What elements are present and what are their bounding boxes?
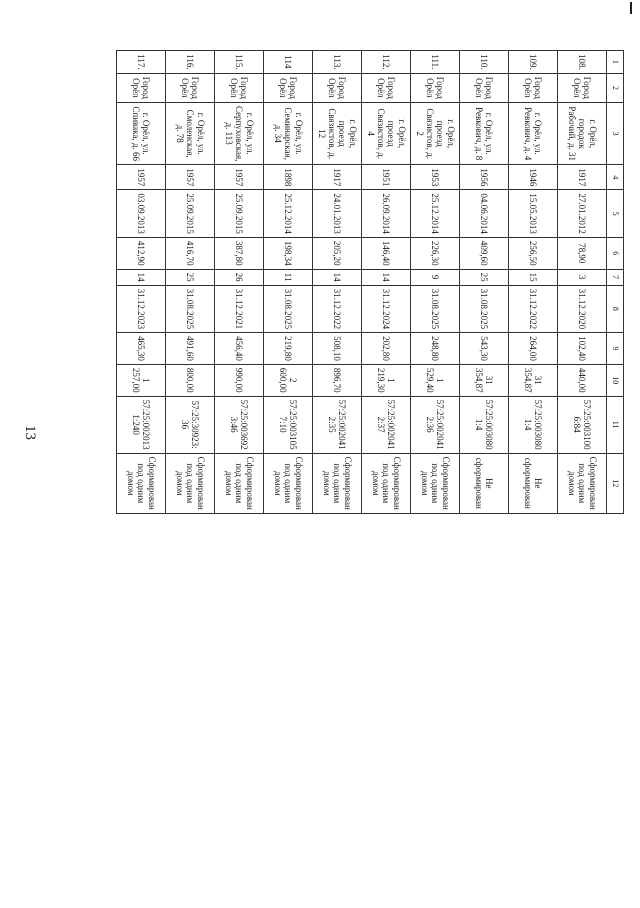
deadline-cell: 31.12.2024 (362, 285, 411, 333)
address-cell: г. Орёл, проезд Связистов, д. 2 (411, 102, 460, 164)
column-number: 11 (607, 396, 624, 453)
land-area-cell: 2 600,00 (264, 364, 313, 396)
land-area-cell: 1 257,00 (117, 364, 166, 396)
municipality-cell: Город Орёл (558, 73, 607, 102)
cadastral-number-cell: 57:25:002041 2:37 (362, 396, 411, 453)
municipality-cell: Город Орёл (215, 73, 264, 102)
page-number: 13 (22, 425, 38, 440)
table-row (411, 51, 460, 514)
total-area-cell: 543,30 (460, 333, 509, 365)
area-cell: 226,30 (411, 237, 460, 269)
land-area-cell: 31 354,87 (460, 364, 509, 396)
land-status-cell: Сформирован под одним домом (362, 453, 411, 513)
residents-cell: 14 (313, 269, 362, 285)
total-area-cell: 456,40 (215, 333, 264, 365)
column-number-row (607, 51, 624, 514)
land-area-cell: 800,00 (166, 364, 215, 396)
column-number: 5 (607, 190, 624, 238)
date-cell: 27.01.2012 (558, 190, 607, 238)
municipality-cell: Город Орёл (166, 73, 215, 102)
residents-cell: 11 (264, 269, 313, 285)
cadastral-number-cell: 57:25:30923: 36 (166, 396, 215, 453)
year-built-cell: 1957 (117, 165, 166, 190)
table-body (117, 51, 624, 514)
table-row (264, 51, 313, 514)
year-built-cell: 1957 (166, 165, 215, 190)
column-number: 8 (607, 285, 624, 333)
area-cell: 416,70 (166, 237, 215, 269)
residents-cell: 25 (166, 269, 215, 285)
address-cell: г. Орёл, ул. Смоленская, д. 78 (166, 102, 215, 164)
column-number: 3 (607, 102, 624, 164)
cadastral-number-cell: 57:25:002013 1:240 (117, 396, 166, 453)
land-area-cell: 990,00 (215, 364, 264, 396)
year-built-cell: 1917 (313, 165, 362, 190)
land-status-cell: Не сформирован (460, 453, 509, 513)
date-cell: 25.09.2015 (166, 190, 215, 238)
land-area-cell: 1 219,30 (362, 364, 411, 396)
total-area-cell: 465,30 (117, 333, 166, 365)
cadastral-number-cell: 57:25:003080 1:4 (509, 396, 558, 453)
date-cell: 25.09.2015 (215, 190, 264, 238)
address-cell: г. Орёл, проезд Связистов, д. 12 (313, 102, 362, 164)
table-row (460, 51, 509, 514)
land-status-cell: Сформирован под одним домом (411, 453, 460, 513)
address-cell: г. Орёл, проезд Связистов, д. 4 (362, 102, 411, 164)
municipality-cell: Город Орёл (509, 73, 558, 102)
deadline-cell: 31.12.2023 (117, 285, 166, 333)
land-status-cell: Сформирован под одним домом (215, 453, 264, 513)
deadline-cell: 31.08.2025 (166, 285, 215, 333)
date-cell: 15.05.2013 (509, 190, 558, 238)
column-number: 4 (607, 165, 624, 190)
column-number: 7 (607, 269, 624, 285)
land-status-cell: Сформирован под одним домом (166, 453, 215, 513)
total-area-cell: 219,80 (264, 333, 313, 365)
date-cell: 26.09.2014 (362, 190, 411, 238)
address-cell: г. Орёл, ул. Ревкович, д. 8 (460, 102, 509, 164)
land-area-cell: 440,00 (558, 364, 607, 396)
land-area-cell: 31 354,87 (509, 364, 558, 396)
address-cell: г. Орёл, ул. Семинарская, д. 34 (264, 102, 313, 164)
row-number-cell: 114 (264, 51, 313, 74)
column-number: 12 (607, 453, 624, 513)
area-cell: 412,90 (117, 237, 166, 269)
row-number-cell: 108. (558, 51, 607, 74)
deadline-cell: 31.12.2021 (215, 285, 264, 333)
cadastral-number-cell: 57:25:003080 1:4 (460, 396, 509, 453)
row-number-cell: 115. (215, 51, 264, 74)
total-area-cell: 102,40 (558, 333, 607, 365)
deadline-cell: 31.12.2022 (509, 285, 558, 333)
table-row (509, 51, 558, 514)
residents-cell: 9 (411, 269, 460, 285)
edge-mark (630, 2, 632, 14)
table-row (558, 51, 607, 514)
land-area-cell: 1 529,40 (411, 364, 460, 396)
table-row (215, 51, 264, 514)
municipality-cell: Город Орёл (264, 73, 313, 102)
land-status-cell: Не сформирован (509, 453, 558, 513)
deadline-cell: 31.08.2025 (460, 285, 509, 333)
municipality-cell: Город Орёл (460, 73, 509, 102)
row-number-cell: 112. (362, 51, 411, 74)
cadastral-number-cell: 57:25:002041 2:35 (313, 396, 362, 453)
table-row (313, 51, 362, 514)
year-built-cell: 1898 (264, 165, 313, 190)
total-area-cell: 248,80 (411, 333, 460, 365)
land-status-cell: Сформирован под одним домом (264, 453, 313, 513)
area-cell: 146,40 (362, 237, 411, 269)
residents-cell: 26 (215, 269, 264, 285)
area-cell: 409,60 (460, 237, 509, 269)
column-number: 9 (607, 333, 624, 365)
cadastral-number-cell: 57:25:002041 2:36 (411, 396, 460, 453)
column-number: 10 (607, 364, 624, 396)
area-cell: 256,50 (509, 237, 558, 269)
residents-cell: 3 (558, 269, 607, 285)
municipality-cell: Город Орёл (411, 73, 460, 102)
area-cell: 198,34 (264, 237, 313, 269)
row-number-cell: 110. (460, 51, 509, 74)
year-built-cell: 1951 (362, 165, 411, 190)
cadastral-number-cell: 57:25:003105 7:10 (264, 396, 313, 453)
address-cell: г. Орёл, ул. Спивака, д. 66 (117, 102, 166, 164)
residents-cell: 14 (362, 269, 411, 285)
address-cell: г. Орёл, городок Рабочий, д. 31 (558, 102, 607, 164)
cadastral-number-cell: 57:25:003100 6:84 (558, 396, 607, 453)
deadline-cell: 31.08.2025 (264, 285, 313, 333)
year-built-cell: 1956 (460, 165, 509, 190)
year-built-cell: 1957 (215, 165, 264, 190)
table-row (362, 51, 411, 514)
area-cell: 205,20 (313, 237, 362, 269)
land-status-cell: Сформирован под одним домом (313, 453, 362, 513)
residents-cell: 15 (509, 269, 558, 285)
land-area-cell: 896,70 (313, 364, 362, 396)
column-number: 1 (607, 51, 624, 74)
year-built-cell: 1946 (509, 165, 558, 190)
row-number-cell: 113. (313, 51, 362, 74)
address-cell: г. Орёл, ул. Ревкович, д. 4 (509, 102, 558, 164)
column-number: 6 (607, 237, 624, 269)
deadline-cell: 31.08.2025 (411, 285, 460, 333)
row-number-cell: 116. (166, 51, 215, 74)
table-row (166, 51, 215, 514)
total-area-cell: 202,80 (362, 333, 411, 365)
table-row (117, 51, 166, 514)
row-number-cell: 111. (411, 51, 460, 74)
deadline-cell: 31.12.2020 (558, 285, 607, 333)
cadastral-number-cell: 57:25:003692 3:46 (215, 396, 264, 453)
total-area-cell: 491,60 (166, 333, 215, 365)
date-cell: 25.12.2014 (264, 190, 313, 238)
registry-table (116, 50, 624, 514)
area-cell: 78,90 (558, 237, 607, 269)
year-built-cell: 1953 (411, 165, 460, 190)
total-area-cell: 264,00 (509, 333, 558, 365)
total-area-cell: 508,10 (313, 333, 362, 365)
municipality-cell: Город Орёл (362, 73, 411, 102)
address-cell: г. Орёл, ул. Серпуховская, д. 113 (215, 102, 264, 164)
residents-cell: 14 (117, 269, 166, 285)
land-status-cell: Сформирован под одним домом (117, 453, 166, 513)
row-number-cell: 117. (117, 51, 166, 74)
year-built-cell: 1917 (558, 165, 607, 190)
area-cell: 387,80 (215, 237, 264, 269)
date-cell: 04.06.2014 (460, 190, 509, 238)
date-cell: 25.12.2014 (411, 190, 460, 238)
land-status-cell: Сформирован под одним домом (558, 453, 607, 513)
date-cell: 24.01.2013 (313, 190, 362, 238)
municipality-cell: Город Орёл (313, 73, 362, 102)
residents-cell: 25 (460, 269, 509, 285)
date-cell: 03.09.2013 (117, 190, 166, 238)
deadline-cell: 31.12.2022 (313, 285, 362, 333)
column-number: 2 (607, 73, 624, 102)
municipality-cell: Город Орёл (117, 73, 166, 102)
row-number-cell: 109. (509, 51, 558, 74)
